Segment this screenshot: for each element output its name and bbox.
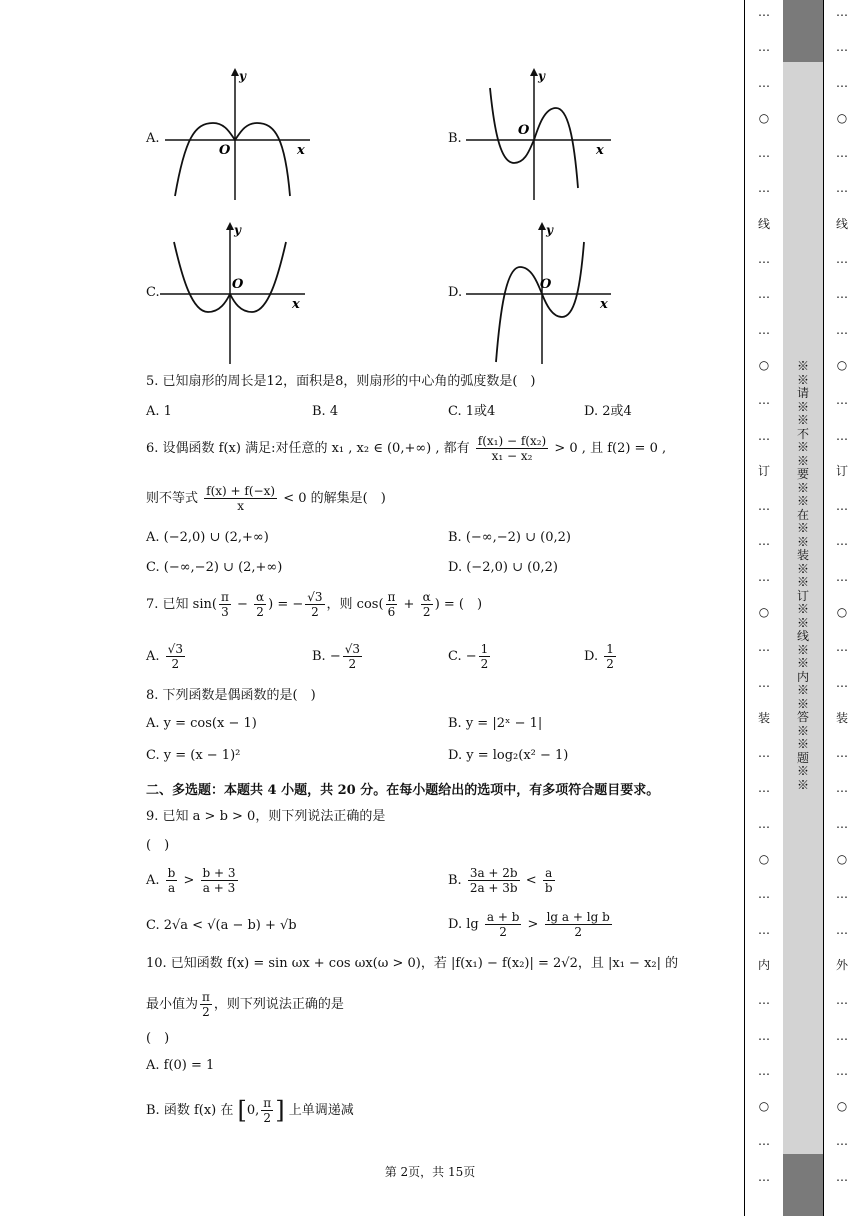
binding-inner-char: … <box>836 534 848 549</box>
binding-outer-char: … <box>758 181 770 196</box>
q9-d-frac2 <box>545 910 612 939</box>
binding-inner-char: … <box>836 1063 848 1078</box>
q6-line2 <box>146 484 386 513</box>
q9-b-d1: 2a + 3b <box>469 881 518 895</box>
binding-outer-char: … <box>758 569 770 584</box>
q6-option-d: D. (−2,0) ∪ (0,2) <box>448 560 558 575</box>
q10-paren: ( ) <box>146 1031 170 1046</box>
q7-f2n: α <box>256 590 265 604</box>
binding-outer-char: ○ <box>758 110 770 125</box>
binding-inner-char: … <box>836 922 848 937</box>
q9-option-a <box>146 866 240 895</box>
q9-d-n1: a + b <box>486 910 520 924</box>
q7-f4d: 6 <box>387 605 396 619</box>
q7-b-den: 2 <box>348 657 357 671</box>
q10-b-post: 上单调递减 <box>288 1103 354 1118</box>
q7-frac-5 <box>421 590 433 619</box>
q7-post: ) = ( ) <box>434 597 483 612</box>
q7-f4n: π <box>387 590 396 604</box>
origin-label: O <box>540 277 552 292</box>
q7-b-label: B. <box>312 649 326 664</box>
binding-inner-char: … <box>836 993 848 1008</box>
q9-a-d1: a <box>167 881 176 895</box>
q4-option-b-label: B. <box>448 131 462 146</box>
axis-y-label: y <box>239 69 246 83</box>
q7-f3n: √3 <box>307 590 323 604</box>
binding-outer-char: … <box>758 781 770 796</box>
binding-inner-char: … <box>836 1028 848 1043</box>
binding-strip-inner <box>823 0 860 1216</box>
page-footer: 第 2页，共 15页 <box>384 1165 476 1179</box>
origin-label: O <box>232 277 244 292</box>
binding-inner-char: … <box>836 499 848 514</box>
binding-inner-char: … <box>836 675 848 690</box>
binding-warning-text: ※※请※※不※※要※※在※※装※※订※※线※※内※※答※※题※※ <box>796 359 809 792</box>
q9-b-op: < <box>525 873 537 888</box>
q9-stem: 9. 已知 a > b > 0，则下列说法正确的是 <box>146 809 386 824</box>
q9-option-c: C. 2√a < √(a − b) + √b <box>146 918 297 933</box>
q6-option-c: C. (−∞,−2) ∪ (2,+∞) <box>146 560 283 575</box>
q7-d-den: 2 <box>606 657 614 671</box>
q8-option-c: C. y = (x − 1)² <box>146 748 241 763</box>
binding-outer-char: … <box>758 922 770 937</box>
q6-line2-fraction <box>204 484 277 513</box>
axis-x-label: x <box>297 143 305 158</box>
q9-a-label: A. <box>146 873 160 888</box>
q9-a-d2: a + 3 <box>202 881 236 895</box>
q9-a-op: > <box>183 873 195 888</box>
q5-option-d: D. 2或4 <box>584 404 632 419</box>
binding-inner-char: … <box>836 75 848 90</box>
q10-line2-pre: 最小值为 <box>146 997 199 1012</box>
binding-inner-char: 线 <box>835 216 848 231</box>
binding-outer-char: … <box>758 146 770 161</box>
q4-graph-a <box>165 68 315 200</box>
q4-graph-b <box>466 68 616 200</box>
binding-inner-char: … <box>836 746 848 761</box>
q10-line2-num: π <box>202 990 210 1004</box>
binding-outer-char: 内 <box>757 957 770 972</box>
q7-f2d: 2 <box>256 605 264 619</box>
q7-minus: − <box>232 597 253 612</box>
q7-mid: ) = − <box>268 597 304 612</box>
q6-stem-post: > 0 , 且 f(2) = 0 , <box>554 441 667 456</box>
q8-stem: 8. 下列函数是偶函数的是( ) <box>146 688 316 703</box>
binding-outer-char: ○ <box>758 1099 770 1114</box>
q7-b-frac <box>343 642 362 671</box>
q9-a-frac2 <box>201 866 238 895</box>
q7-b-sign: − <box>329 649 341 664</box>
q10-b-num: π <box>263 1096 272 1110</box>
q6-fraction <box>476 434 548 463</box>
q4-graph-d <box>466 222 616 364</box>
binding-inner-char: … <box>836 1134 848 1149</box>
origin-label: O <box>518 123 530 138</box>
q9-b-label: B. <box>448 873 462 888</box>
binding-outer-char: ○ <box>758 852 770 867</box>
binding-inner-char: … <box>836 1169 848 1184</box>
binding-inner-char: ○ <box>836 357 848 372</box>
q7-f5d: 2 <box>422 605 431 619</box>
binding-inner-char: ○ <box>836 852 848 867</box>
binding-inner-char: ○ <box>836 1099 848 1114</box>
binding-inner-char: … <box>836 40 848 55</box>
q10-stem: 10. 已知函数 f(x) = sin ωx + cos ωx(ω > 0)，若 |f(x₁) − f(x₂)| = 2√2，且 |x₁ − x₂| 的 <box>146 956 679 971</box>
q7-pre: 7. 已知 sin( <box>146 597 217 612</box>
binding-outer-char: 装 <box>757 710 770 725</box>
q7-f5n: α <box>422 590 431 604</box>
axis-y-label: y <box>546 223 553 237</box>
q9-option-b <box>448 866 557 895</box>
q9-d-d2: 2 <box>574 925 582 939</box>
q4-option-c-label: C. <box>146 285 160 300</box>
q8-option-a: A. y = cos(x − 1) <box>146 716 257 731</box>
q6-line2-den: x <box>237 499 244 513</box>
binding-outer-char: … <box>758 1134 770 1149</box>
q9-paren: ( ) <box>146 838 170 853</box>
binding-outer-char: ○ <box>758 357 770 372</box>
q6-line2-pre: 则不等式 <box>146 491 199 506</box>
binding-outer-char: 订 <box>757 463 770 478</box>
binding-outer-char: … <box>758 993 770 1008</box>
binding-outer-char: … <box>758 1028 770 1043</box>
binding-outer-char: … <box>758 252 770 267</box>
binding-outer-char: 线 <box>757 216 770 231</box>
binding-inner-char: 装 <box>835 710 848 725</box>
q7-frac-3 <box>305 590 324 619</box>
binding-inner-char: … <box>836 322 848 337</box>
binding-inner-char: 订 <box>835 463 848 478</box>
q10-line2 <box>146 990 344 1019</box>
q6-line2-post: < 0 的解集是( ) <box>283 491 386 506</box>
q7-c-sign: − <box>465 649 477 664</box>
q7-c-frac <box>479 642 491 671</box>
q9-b-frac2 <box>543 866 555 895</box>
binding-outer-char: … <box>758 322 770 337</box>
q7-f1d: 3 <box>221 605 229 619</box>
q10-line2-frac <box>200 990 212 1019</box>
q8-option-d: D. y = log₂(x² − 1) <box>448 748 569 763</box>
q6-frac-den: x₁ − x₂ <box>491 449 533 463</box>
binding-inner-char: … <box>836 887 848 902</box>
q9-b-frac1 <box>468 866 520 895</box>
binding-inner-char: … <box>836 181 848 196</box>
q9-option-d <box>448 910 614 939</box>
binding-inner-char: … <box>836 5 848 19</box>
section-heading-multi-choice: 二、多选题：本题共 4 小题，共 20 分。在每小题给出的选项中，有多项符合题目要求。 <box>146 783 660 798</box>
axis-y-label: y <box>538 69 545 83</box>
q7-b-num: √3 <box>344 642 361 656</box>
q7-a-frac <box>166 642 185 671</box>
q9-d-d1: 2 <box>499 925 507 939</box>
binding-inner-char: ○ <box>836 605 848 619</box>
q7-a-label: A. <box>146 649 160 664</box>
q6-stem <box>146 434 666 463</box>
binding-outer-char: … <box>758 393 770 408</box>
q5-option-c: C. 1或4 <box>448 404 496 419</box>
binding-outer-char: … <box>758 428 770 443</box>
q9-a-n2: b + 3 <box>202 866 236 880</box>
q7-mid2: ，则 cos( <box>326 597 384 612</box>
q4-option-d-label: D. <box>448 285 463 300</box>
q10-b-interval-left: 0, <box>246 1103 260 1118</box>
origin-label: O <box>219 143 231 158</box>
q7-d-label: D. <box>584 649 599 664</box>
q9-d-frac1 <box>485 910 522 939</box>
q7-c-num: 1 <box>480 642 489 656</box>
binding-outer-char: … <box>758 5 770 19</box>
q6-line2-num: f(x) + f(−x) <box>206 484 276 498</box>
q9-b-d2: b <box>544 881 553 895</box>
q7-f1n: π <box>220 590 229 604</box>
q7-a-den: 2 <box>171 657 180 671</box>
q10-option-b: B. 函数 f(x) 在 [0, $\frac{\pi}{2}$ ] 上单调递减 <box>146 1096 354 1125</box>
binding-outer-char: … <box>758 75 770 90</box>
binding-outer-char: … <box>758 816 770 831</box>
q5-option-a: A. 1 <box>146 404 172 419</box>
q7-f3d: 2 <box>311 605 319 619</box>
binding-inner-char: … <box>836 781 848 796</box>
binding-inner-char: … <box>836 287 848 302</box>
binding-outer-char: … <box>758 499 770 514</box>
q7-plus: + <box>399 597 419 612</box>
binding-outer-char: … <box>758 675 770 690</box>
q10-line2-den: 2 <box>202 1005 210 1019</box>
q10-option-a: A. f(0) = 1 <box>146 1058 215 1073</box>
binding-strip-outer <box>744 0 784 1216</box>
q10-line2-post: ，则下列说法正确的是 <box>213 997 344 1012</box>
q7-frac-4 <box>386 590 398 619</box>
binding-inner-char: … <box>836 146 848 161</box>
q7-option-d <box>584 642 618 671</box>
q5-option-b: B. 4 <box>312 404 339 419</box>
binding-outer-char: … <box>758 746 770 761</box>
q4-graph-c <box>160 222 310 364</box>
q7-frac-1 <box>219 590 231 619</box>
binding-outer-char: … <box>758 40 770 55</box>
q7-option-a <box>146 642 187 671</box>
q7-option-c <box>448 642 492 671</box>
q7-c-label: C. <box>448 649 462 664</box>
q7-d-num: 1 <box>606 642 614 656</box>
q5-stem: 5. 已知扇形的周长是12，面积是8，则扇形的中心角的弧度数是( ) <box>146 374 536 389</box>
binding-outer-char: ○ <box>758 605 770 619</box>
q9-b-n2: a <box>543 866 555 881</box>
axis-y-label: y <box>234 223 241 237</box>
binding-inner-char: … <box>836 816 848 831</box>
binding-inner-char: … <box>836 569 848 584</box>
q7-stem <box>146 590 482 619</box>
q7-option-b <box>312 642 364 671</box>
q9-d-op: > <box>527 917 539 932</box>
binding-outer-char: … <box>758 1169 770 1184</box>
binding-outer-char: … <box>758 640 770 655</box>
q4-option-a-label: A. <box>146 131 160 146</box>
binding-inner-char: … <box>836 428 848 443</box>
q6-stem-pre: 6. 设偶函数 f(x) 满足:对任意的 x₁ , x₂ ∈ (0,+∞) , 都有 <box>146 441 470 456</box>
binding-outer-char: … <box>758 1063 770 1078</box>
binding-cap-bottom <box>783 1154 823 1216</box>
binding-inner-char: … <box>836 640 848 655</box>
binding-inner-char: ○ <box>836 110 848 125</box>
binding-inner-char: … <box>836 393 848 408</box>
q6-option-a: A. (−2,0) ∪ (2,+∞) <box>146 530 269 545</box>
binding-outer-char: … <box>758 287 770 302</box>
q6-option-b: B. (−∞,−2) ∪ (0,2) <box>448 530 571 545</box>
q9-a-frac1 <box>166 866 178 895</box>
q7-a-num: √3 <box>167 642 183 656</box>
q8-option-b: B. y = |2ˣ − 1| <box>448 716 543 731</box>
axis-x-label: x <box>600 297 608 312</box>
q9-d-label: D. lg <box>448 917 479 932</box>
binding-inner-char: 外 <box>835 957 848 972</box>
q9-a-n1: b <box>167 866 176 880</box>
q10-b-frac <box>261 1096 273 1125</box>
q9-d-n2: lg a + lg b <box>546 910 610 924</box>
q7-frac-2 <box>254 590 266 619</box>
q10-b-den: 2 <box>263 1111 272 1125</box>
binding-outer-char: … <box>758 534 770 549</box>
axis-x-label: x <box>596 143 604 158</box>
binding-outer-char: … <box>758 887 770 902</box>
axis-x-label: x <box>292 297 300 312</box>
q7-d-frac <box>604 642 616 671</box>
binding-cap-top <box>783 0 823 62</box>
q6-frac-num: f(x₁) − f(x₂) <box>477 434 547 448</box>
q10-b-pre: B. 函数 f(x) 在 <box>146 1103 234 1118</box>
q7-c-den: 2 <box>480 657 489 671</box>
q9-b-n1: 3a + 2b <box>469 866 518 880</box>
binding-inner-char: … <box>836 252 848 267</box>
